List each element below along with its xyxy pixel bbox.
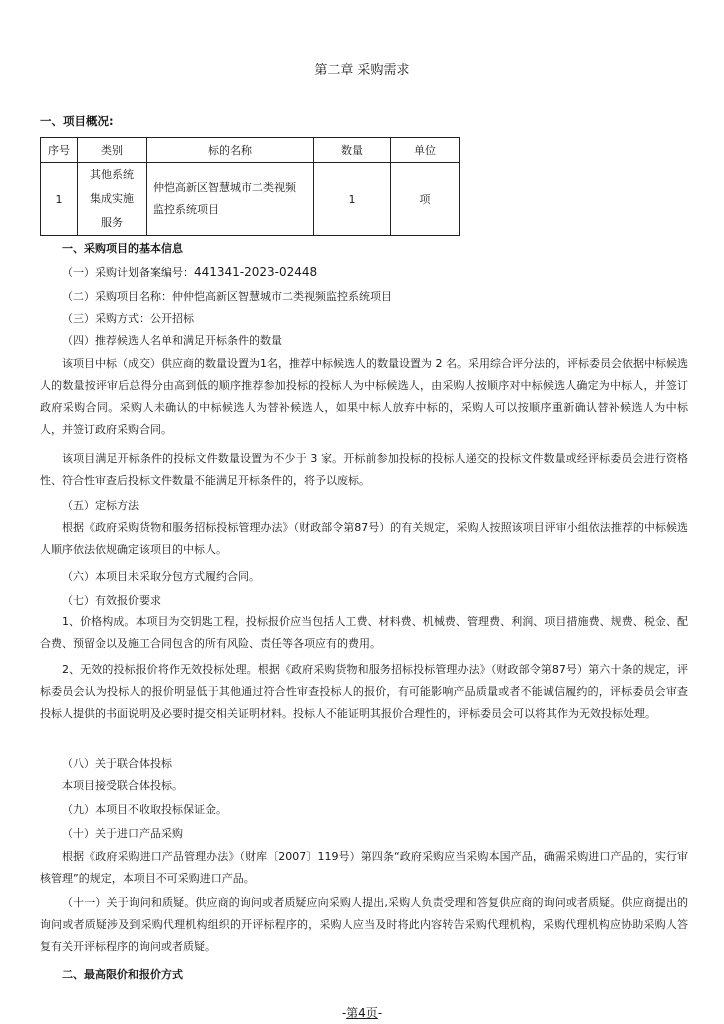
- category-line: 其他系统: [90, 168, 134, 181]
- table-header-cell: 类别: [78, 138, 147, 163]
- name-line: 仲恺高新区智慧城市二类视频: [153, 181, 296, 194]
- import-heading: （十）关于进口产品采购: [62, 827, 183, 840]
- table-header-cell: 数量: [314, 138, 391, 163]
- category-line: 集成实施: [90, 192, 134, 205]
- plan-number-line: [62, 264, 317, 280]
- table-header-row: [41, 138, 460, 163]
- page-number-suffix: -: [377, 1006, 383, 1020]
- consortium-heading: （八）关于联合体投标: [62, 757, 172, 770]
- valid-bid-paragraph-1: 1、价格构成。本项目为交钥匙工程，投标报价应当包括人工费、材料费、机械费、管理费、利润、项目措施费、规费、税金、配合费、预留金以及施工合同包含的所有风险、责任等各项应有的费用。: [40, 615, 688, 650]
- project-table: [40, 137, 460, 236]
- no-deposit-line: （九）本项目不收取投标保证金。: [62, 803, 227, 816]
- candidates-paragraph-1: 该项目中标（成交）供应商的数量设置为1名，推荐中标候选人的数量设置为 2 名。采用综合评分法的，评标委员会依据中标候选人的数量按评审后总得分由高到低的顺序推荐参加投标的投标人为中标候选人，由采购人按顺序对中标候选人确定为中标人，并签订政府采购合同。采购人未确认的中标候选人为替补候选人，如果中标人放弃中标的，采购人可以按顺序重新确认替补候选人为中标人，并签订政府采购合同。: [40, 357, 688, 436]
- page-number-prefix: -: [341, 1006, 347, 1020]
- valid-bid-heading: （七）有效报价要求: [62, 594, 161, 607]
- basic-info-heading: 一、采购项目的基本信息: [62, 242, 183, 255]
- section-heading-project-overview: 一、项目概况:: [40, 114, 114, 128]
- table-row: [41, 163, 460, 236]
- valid-bid-paragraph-2: 2、无效的投标报价将作无效投标处理。根据《政府采购货物和服务招标投标管理办法》（财政部令第87号）第六十条的规定，评标委员会认为投标人的报价明显低于其他通过符合性审查投标人的报价，有可能影响产品质量或者不能诚信履约的，评标委员会审查投标人提供的书面说明及必要时提交相关证明材料。投标人不能证明其报价合理性的，评标委员会可以将其作为无效投标处理。: [40, 663, 688, 720]
- award-method-heading: （五）定标方法: [62, 499, 139, 512]
- procurement-method-line: （三）采购方式：公开招标: [62, 312, 194, 325]
- import-paragraph: 根据《政府采购进口产品管理办法》（财库〔2007〕119号）第四条“政府采购应当采购本国产品，确需采购进口产品的，实行审核管理”的规定，本项目不可采购进口产品。: [40, 850, 688, 885]
- page-number-label: 第4页: [346, 1006, 378, 1020]
- category-line: 服务: [101, 216, 123, 229]
- candidates-heading: （四）推荐候选人名单和满足开标条件的数量: [62, 334, 282, 347]
- inquiry-paragraph: （十一）关于询问和质疑。供应商的询问或者质疑应向采购人提出,采购人负责受理和答复供应商的询问或者质疑。供应商提出的询问或者质疑涉及到采购代理机构组织的开评标程序的，采购人应当及时将此内容转告采购代理机构，采购代理机构应协助采购人答复有关开评标程序的询问或者质疑。: [40, 896, 688, 953]
- table-cell-unit: 项: [391, 163, 460, 236]
- section-heading-price-limit: 二、最高限价和报价方式: [62, 968, 183, 981]
- consortium-paragraph: 本项目接受联合体投标。: [62, 779, 183, 792]
- table-cell-quantity: 1: [314, 163, 391, 236]
- table-header-cell: 单位: [391, 138, 460, 163]
- plan-number-value: 441341-2023-02448: [194, 265, 318, 279]
- plan-number-label: （一）采购计划备案编号：: [62, 266, 194, 279]
- table-header-cell: 标的名称: [147, 138, 314, 163]
- table-header-cell: 序号: [41, 138, 78, 163]
- page-number: [0, 1004, 724, 1021]
- table-cell-name: [147, 163, 314, 236]
- candidates-paragraph-2: 该项目满足开标条件的投标文件数量设置为不少于 3 家。开标前参加投标的投标人递交的投标文件数量或经评标委员会进行资格性、符合性审查后投标文件数量不能满足开标条件的，将予以废标。: [40, 452, 688, 487]
- award-method-paragraph: 根据《政府采购货物和服务招标投标管理办法》（财政部令第87号）的有关规定，采购人按照该项目评审小组依法推荐的中标候选人顺序依法依规确定该项目的中标人。: [40, 521, 688, 556]
- name-line: 监控系统项目: [153, 203, 219, 216]
- no-split-line: （六）本项目未采取分包方式履约合同。: [62, 570, 260, 583]
- project-name-line: （二）采购项目名称：仲仲恺高新区智慧城市二类视频监控系统项目: [62, 290, 392, 303]
- table-cell-category: [78, 163, 147, 236]
- chapter-title: 第二章 采购需求: [314, 63, 410, 78]
- table-cell-index: 1: [41, 163, 78, 236]
